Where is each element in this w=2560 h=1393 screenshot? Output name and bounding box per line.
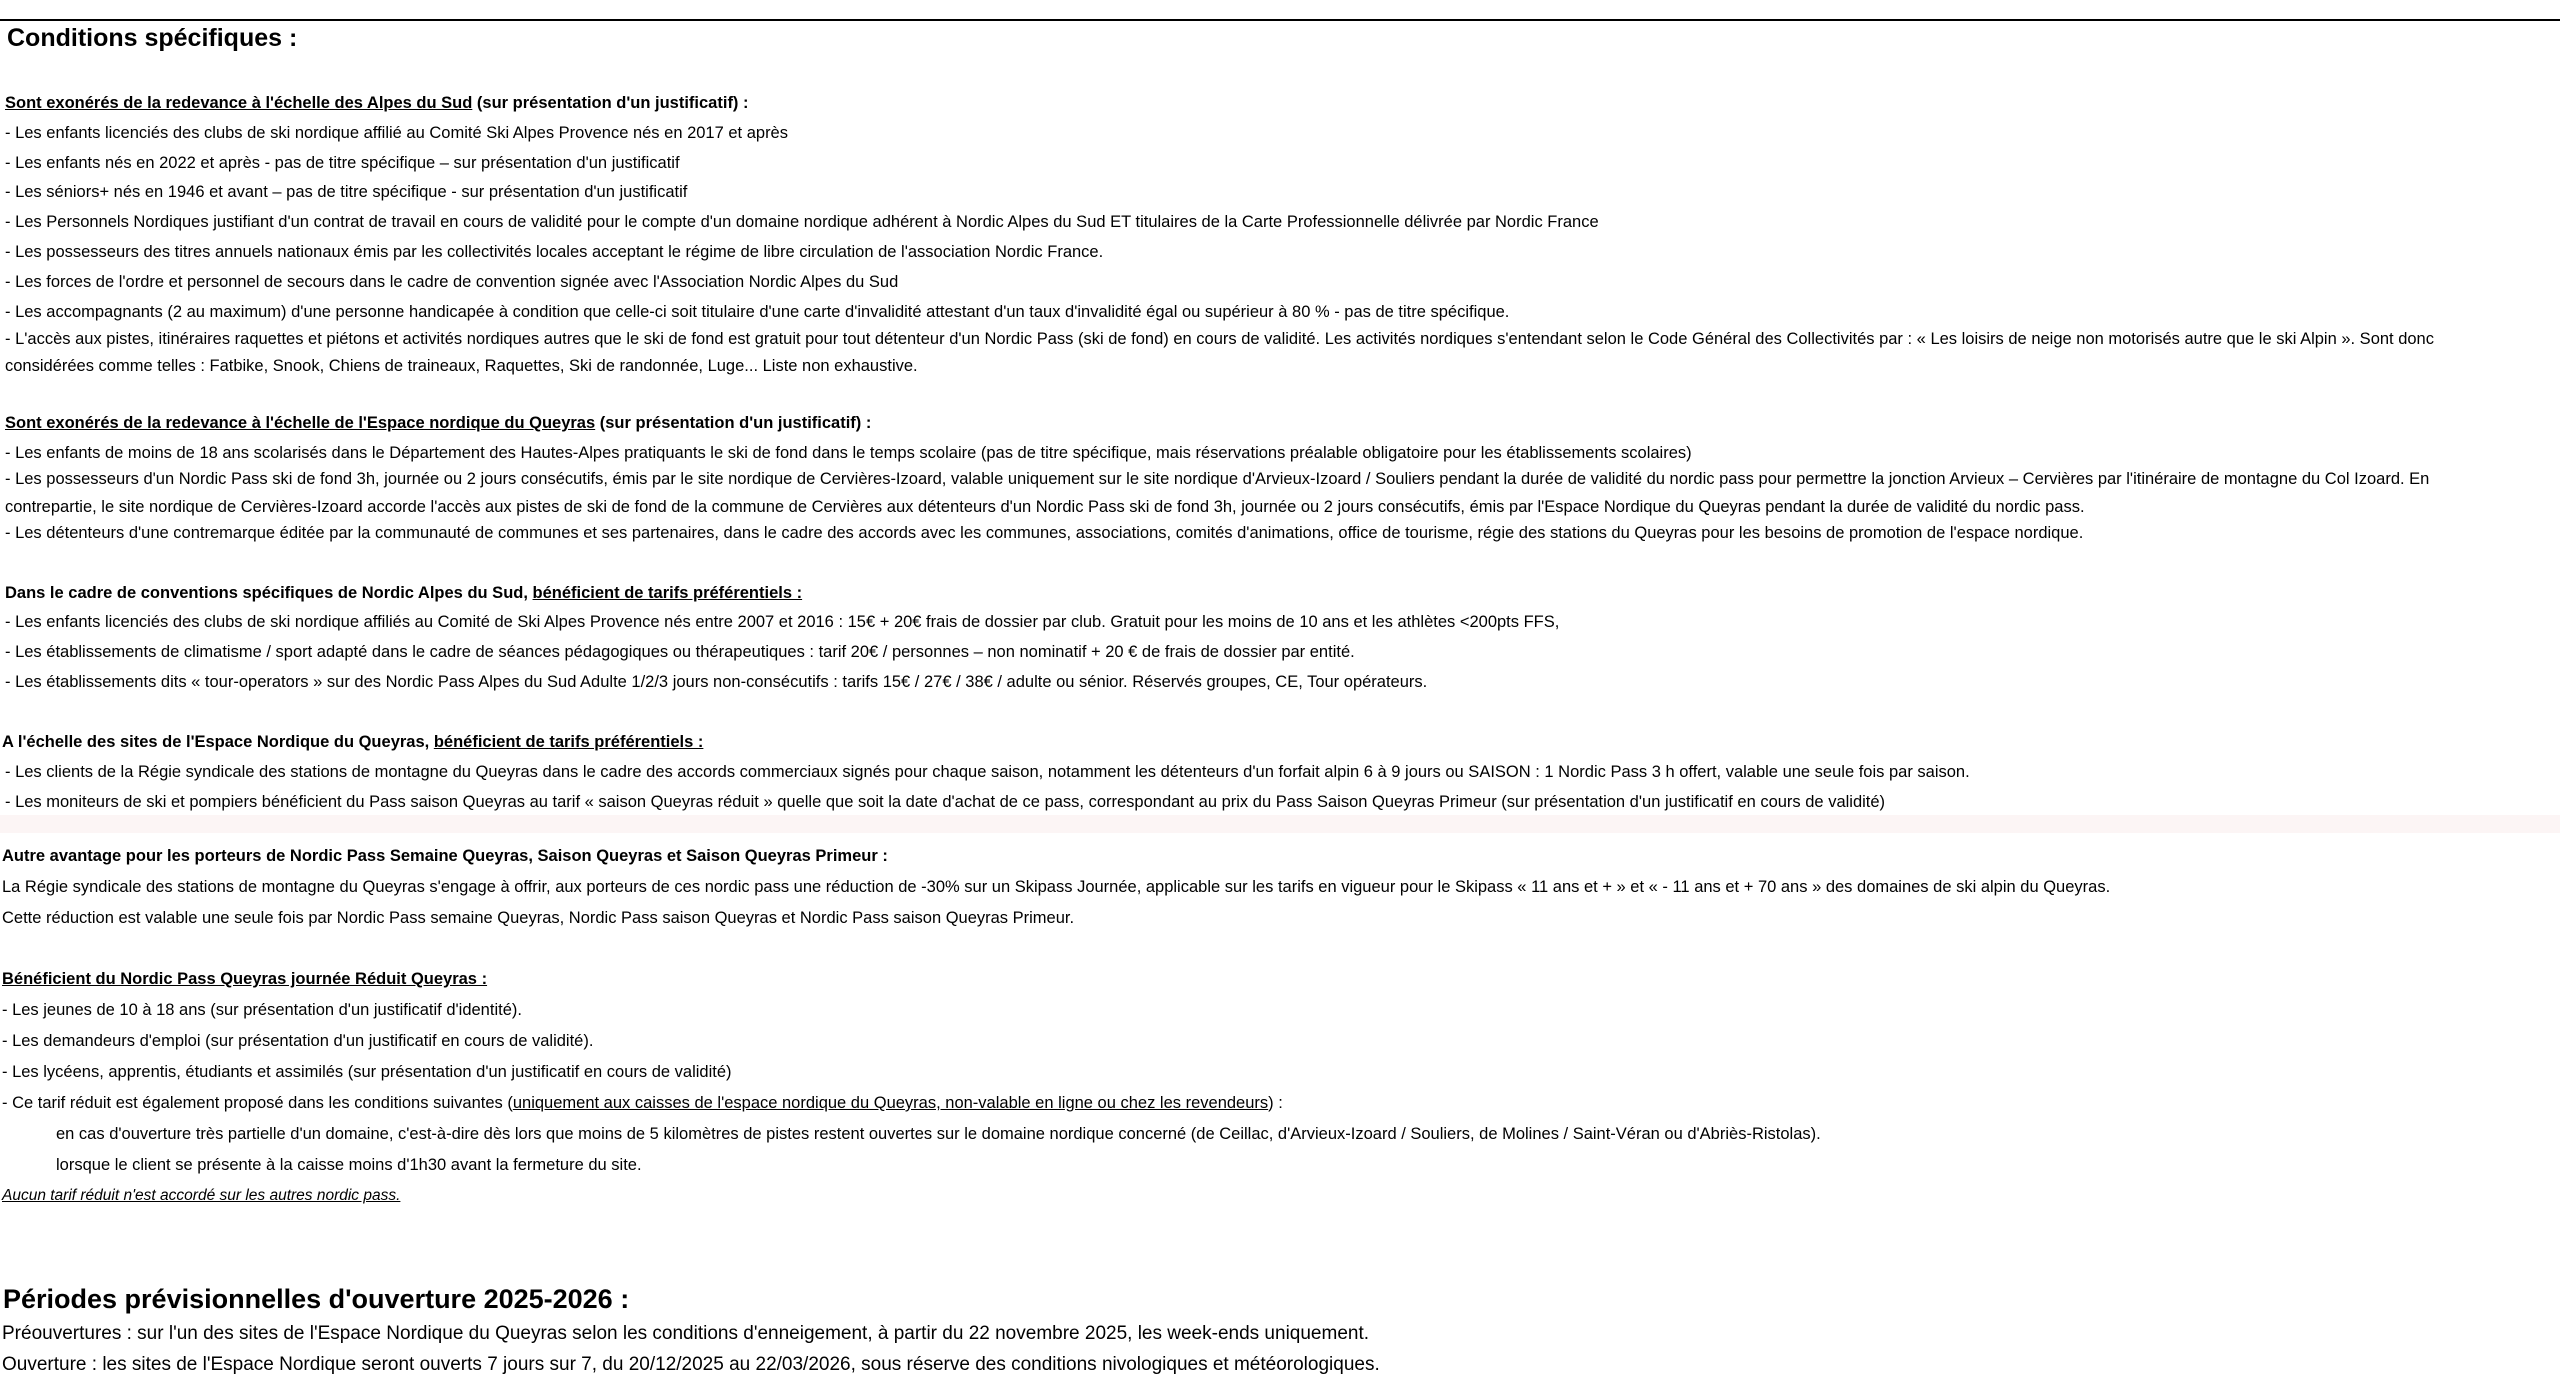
s1-item: - Les accompagnants (2 au maximum) d'une personne handicapée à condition que celle-ci soit titulaire d'une carte d'invalidité attestant d'un taux d'invalidité égal ou supérieur à 80 % - pas de titre spécifique. <box>5 303 1510 321</box>
background-band <box>0 815 2560 833</box>
s2-item: - Les détenteurs d'une contremarque éditée par la communauté de communes et ses partenaires, dans le cadre des accords avec les communes, associations, comités d'animations, office de tourisme, régie des stations du Queyras pour les besoins de promotion de l'espace nordique. <box>5 524 2084 542</box>
s5-line: La Régie syndicale des stations de montagne du Queyras s'engage à offrir, aux porteurs de ces nordic pass une réduction de -30% sur un Skipass Journée, applicable sur les tarifs en vigueur pour le Skipass « 11 ans et + » et « - 11 ans et + 70 ans » des domaines de ski alpin du Queyras. <box>2 878 2111 896</box>
s6-item: - Les demandeurs d'emploi (sur présentation d'un justificatif en cours de validité). <box>2 1032 594 1050</box>
s3-item: - Les établissements dits « tour-operators » sur des Nordic Pass Alpes du Sud Adulte 1/2/3 jours non-consécutifs : tarifs 15€ / 27€ / 38€ / adulte ou sénior. Réservés groupes, CE, Tour opérateurs. <box>5 673 1428 691</box>
s7-line: Préouvertures : sur l'un des sites de l'Espace Nordique du Queyras selon les conditions d'enneigement, à partir du 22 novembre 2025, les week-ends uniquement. <box>2 1323 1370 1344</box>
s6-sub-item: lorsque le client se présente à la caisse moins d'1h30 avant la fermeture du site. <box>56 1156 642 1174</box>
s3-item: - Les établissements de climatisme / sport adapté dans le cadre de séances pédagogiques ou thérapeutiques : tarif 20€ / personnes – non nominatif + 20 € de frais de dossier par entité. <box>5 643 1355 661</box>
s1-item: - Les séniors+ nés en 1946 et avant – pas de titre spécifique - sur présentation d'un justificatif <box>5 183 688 201</box>
s1-heading: Sont exonérés de la redevance à l'échelle des Alpes du Sud (sur présentation d'un justificatif) : <box>5 94 749 112</box>
s3-heading: Dans le cadre de conventions spécifiques de Nordic Alpes du Sud, bénéficient de tarifs préférentiels : <box>5 584 803 602</box>
s2-item: - Les possesseurs d'un Nordic Pass ski de fond 3h, journée ou 2 jours consécutifs, émis par le site nordique de Cervières-Izoard, valable uniquement sur le site nordique d'Arvieux-Izoard / Souliers pendant la durée de validité du nordic pass pour permettre la jonction Arvieux – Cervières par l'itinéraire de montagne du Col Izoard. En <box>5 470 2430 488</box>
s6-sub-item: en cas d'ouverture très partielle d'un domaine, c'est-à-dire dès lors que moins de 5 kilomètres de pistes restent ouvertes sur le domaine nordique concerné (de Ceillac, d'Arvieux-Izoard / Souliers, de Molines / Saint-Véran ou d'Abriès-Ristolas). <box>56 1125 1821 1143</box>
s4-item: - Les clients de la Régie syndicale des stations de montagne du Queyras dans le cadre des accords commerciaux signés pour chaque saison, notamment les détenteurs d'un forfait alpin 6 à 9 jours ou SAISON : 1 Nordic Pass 3 h offert, valable une seule fois par saison. <box>5 763 1970 781</box>
s7-line: Ouverture : les sites de l'Espace Nordique seront ouverts 7 jours sur 7, du 20/12/2025 au 22/03/2026, sous réserve des conditions nivologiques et météorologiques. <box>2 1354 1380 1375</box>
s1-item: considérées comme telles : Fatbike, Snook, Chiens de traineaux, Raquettes, Ski de randonnée, Luge... Liste non exhaustive. <box>5 357 918 375</box>
s1-item: - Les Personnels Nordiques justifiant d'un contrat de travail en cours de validité pour le compte d'un domaine nordique adhérent à Nordic Alpes du Sud ET titulaires de la Carte Professionnelle délivrée par Nordic France <box>5 213 1599 231</box>
s4-item: - Les moniteurs de ski et pompiers bénéficient du Pass saison Queyras au tarif « saison Queyras réduit » quelle que soit la date d'achat de ce pass, correspondant au prix du Pass Saison Queyras Primeur (sur présentation d'un justificatif en cours de validité) <box>5 793 1886 811</box>
s2-item: - Les enfants de moins de 18 ans scolarisés dans le Département des Hautes-Alpes pratiquants le ski de fond dans le temps scolaire (pas de titre spécifique, mais réservations préalable obligatoire pour les établissements scolaires) <box>5 444 1692 462</box>
s6-heading: Bénéficient du Nordic Pass Queyras journée Réduit Queyras : <box>2 970 488 988</box>
s2-item: contrepartie, le site nordique de Cervières-Izoard accorde l'accès aux pistes de ski de fond de la commune de Cervières aux détenteurs d'un Nordic Pass ski de fond 3h, journée ou 2 jours consécutifs, émis par l'Espace Nordique du Queyras pendant la durée de validité du nordic pass. <box>5 498 2085 516</box>
s6-condition: - Ce tarif réduit est également proposé dans les conditions suivantes (uniquement aux caisses de l'espace nordique du Queyras, non-valable en ligne ou chez les revendeurs) : <box>2 1094 1283 1112</box>
s1-item: - Les possesseurs des titres annuels nationaux émis par les collectivités locales acceptant le régime de libre circulation de l'association Nordic France. <box>5 243 1104 261</box>
s2-heading: Sont exonérés de la redevance à l'échelle de l'Espace nordique du Queyras (sur présentation d'un justificatif) : <box>5 414 872 432</box>
s6-note: Aucun tarif réduit n'est accordé sur les autres nordic pass. <box>2 1187 401 1204</box>
s4-heading: A l'échelle des sites de l'Espace Nordique du Queyras, bénéficient de tarifs préférentiels : <box>2 733 704 751</box>
s1-item: - Les enfants licenciés des clubs de ski nordique affilié au Comité Ski Alpes Provence nés en 2017 et après <box>5 124 788 142</box>
top-rule <box>0 19 2560 21</box>
s5-heading: Autre avantage pour les porteurs de Nordic Pass Semaine Queyras, Saison Queyras et Saison Queyras Primeur : <box>2 847 888 865</box>
s3-item: - Les enfants licenciés des clubs de ski nordique affiliés au Comité de Ski Alpes Provence nés entre 2007 et 2016 : 15€ + 20€ frais de dossier par club. Gratuit pour les moins de 10 ans et les athlètes <200pts FFS, <box>5 613 1560 631</box>
s1-item: - Les forces de l'ordre et personnel de secours dans le cadre de convention signée avec l'Association Nordic Alpes du Sud <box>5 273 899 291</box>
s6-item: - Les jeunes de 10 à 18 ans (sur présentation d'un justificatif d'identité). <box>2 1001 522 1019</box>
s1-item: - Les enfants nés en 2022 et après - pas de titre spécifique – sur présentation d'un justificatif <box>5 154 680 172</box>
page-title: Conditions spécifiques : <box>7 24 298 52</box>
s5-line: Cette réduction est valable une seule fois par Nordic Pass semaine Queyras, Nordic Pass saison Queyras et Nordic Pass saison Queyras Primeur. <box>2 909 1075 927</box>
s1-item: - L'accès aux pistes, itinéraires raquettes et piétons et activités nordiques autres que le ski de fond est gratuit pour tout détenteur d'un Nordic Pass (ski de fond) en cours de validité. Les activités nordiques s'entendant selon le Code Général des Collectivités par : « Les loisirs de neige non motorisés autre que le ski Alpin ». Sont donc <box>5 330 2434 348</box>
s6-item: - Les lycéens, apprentis, étudiants et assimilés (sur présentation d'un justificatif en cours de validité) <box>2 1063 732 1081</box>
s7-heading: Périodes prévisionnelles d'ouverture 2025-2026 : <box>3 1284 630 1314</box>
